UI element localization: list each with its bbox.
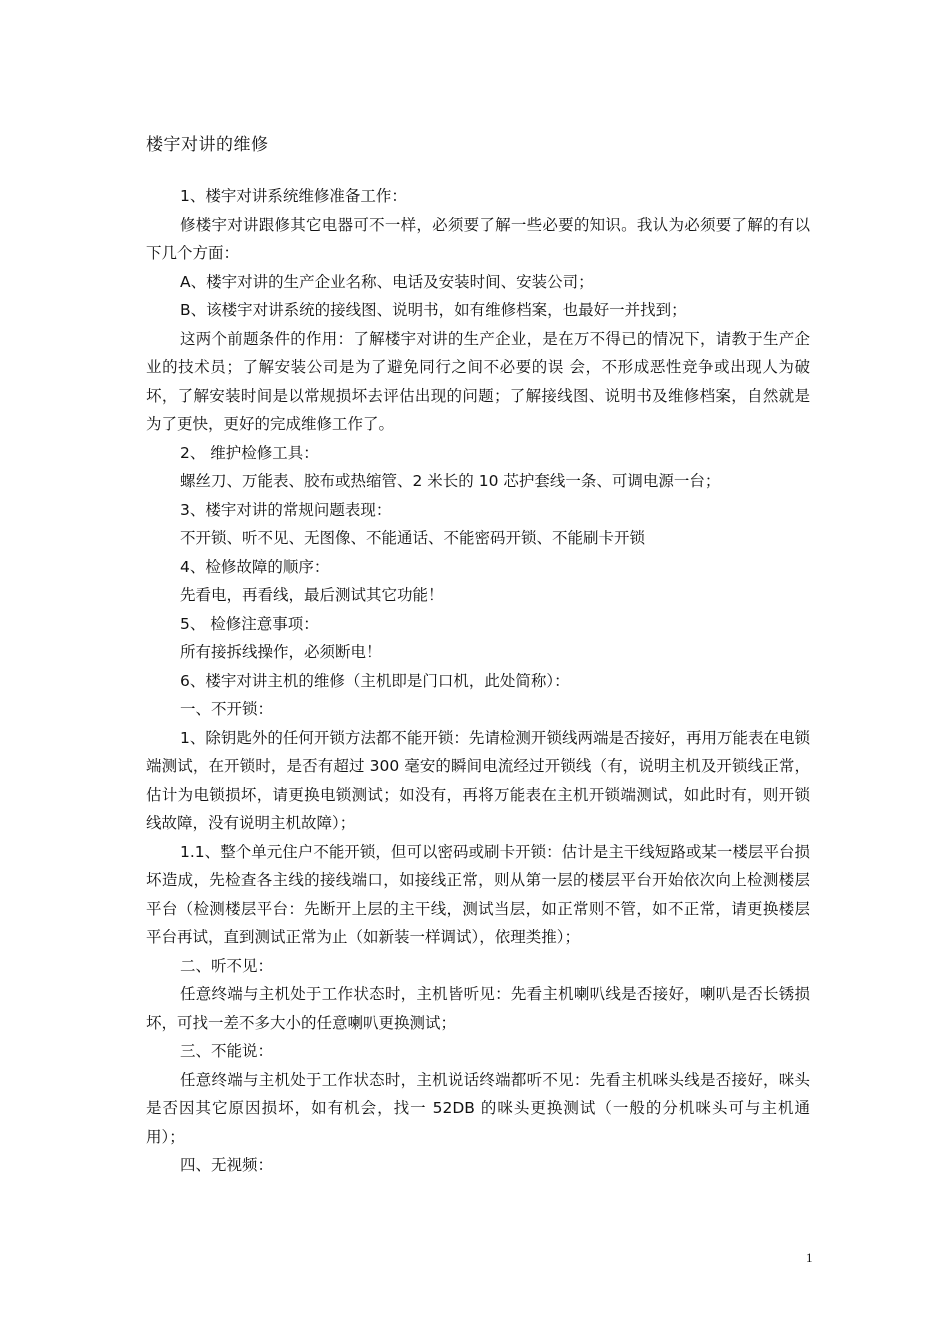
paragraph-16: 1、除钥匙外的任何开锁方法都不能开锁：先请检测开锁线两端是否接好，再用万能表在电锁端测试，在开锁时，是否有超过 300 毫安的瞬间电流经过开锁线（有，说明主机及开锁线正常，估计为电锁损坏，请更换电锁测试；如没有，再将万能表在主机开锁端测试，如此时有，则开锁线故障，没有说明主机故障）； <box>146 728 810 832</box>
paragraph-7: 螺丝刀、万能表、胶布或热缩管、2 米长的 10 芯护套线一条、可调电源一台； <box>180 472 721 490</box>
paragraph-6: 2、 维护检修工具： <box>180 443 319 462</box>
paragraph-13: 所有接拆线操作，必须断电！ <box>180 643 382 661</box>
paragraph-21: 任意终端与主机处于工作状态时，主机说话终端都听不见：先看主机咪头线是否接好，咪头是否因其它原因损坏，如有机会，找一 52DB 的咪头更换测试（一般的分机咪头可与主机通用）； <box>146 1070 810 1146</box>
paragraph-2: 修楼宇对讲跟修其它电器可不一样，必须要了解一些必要的知识。我认为必须要了解的有以下几个方面： <box>146 215 810 262</box>
paragraph-20: 三、不能说： <box>180 1042 274 1060</box>
document-body <box>146 182 810 1180</box>
paragraph-17: 1.1、整个单元住户不能开锁，但可以密码或刷卡开锁：估计是主干线短路或某一楼层平台损坏造成，先检查各主线的接线端口，如接线正常，则从第一层的楼层平台开始依次向上检测楼层平台（检测楼层平台：先断开上层的主干线，测试当层，如正常则不管，如不正常，请更换楼层平台再试，直到测试正常为止（如新装一样调试），依理类推）； <box>146 842 810 946</box>
paragraph-14: 6、楼宇对讲主机的维修（主机即是门口机，此处简称）： <box>180 671 570 690</box>
page-number: 1 <box>806 1250 813 1265</box>
paragraph-5: 这两个前题条件的作用：了解楼宇对讲的生产企业，是在万不得已的情况下，请教于生产企业的技术员；了解安装公司是为了避免同行之间不必要的误 会，不形成恶性竞争或出现人为破坏，了解安装时间是以常规损坏去评估出现的问题；了解接线图、说明书及维修档案，自然就是为了更快，更好的完成维修工作了。 <box>146 329 810 433</box>
paragraph-10: 4、检修故障的顺序： <box>180 557 330 576</box>
paragraph-18: 二、听不见： <box>180 956 274 975</box>
paragraph-9: 不开锁、听不见、无图像、不能通话、不能密码开锁、不能刷卡开锁 <box>180 529 646 547</box>
paragraph-8: 3、楼宇对讲的常规问题表现： <box>180 500 392 519</box>
paragraph-12: 5、 检修注意事项： <box>180 614 319 633</box>
paragraph-3: A、楼宇对讲的生产企业名称、电话及安装时间、安装公司； <box>180 272 594 291</box>
paragraph-11: 先看电，再看线，最后测试其它功能！ <box>180 586 444 604</box>
paragraph-22: 四、无视频： <box>180 1156 274 1174</box>
paragraph-15: 一、不开锁： <box>180 700 274 718</box>
paragraph-4: B、该楼宇对讲系统的接线图、说明书，如有维修档案，也最好一并找到； <box>180 301 687 319</box>
paragraph-1: 1、楼宇对讲系统维修准备工作： <box>180 187 407 205</box>
paragraph-19: 任意终端与主机处于工作状态时，主机皆听见：先看主机喇叭线是否接好，喇叭是否长锈损坏，可找一差不多大小的任意喇叭更换测试； <box>146 985 810 1032</box>
document-title: 楼宇对讲的维修 <box>146 135 269 155</box>
